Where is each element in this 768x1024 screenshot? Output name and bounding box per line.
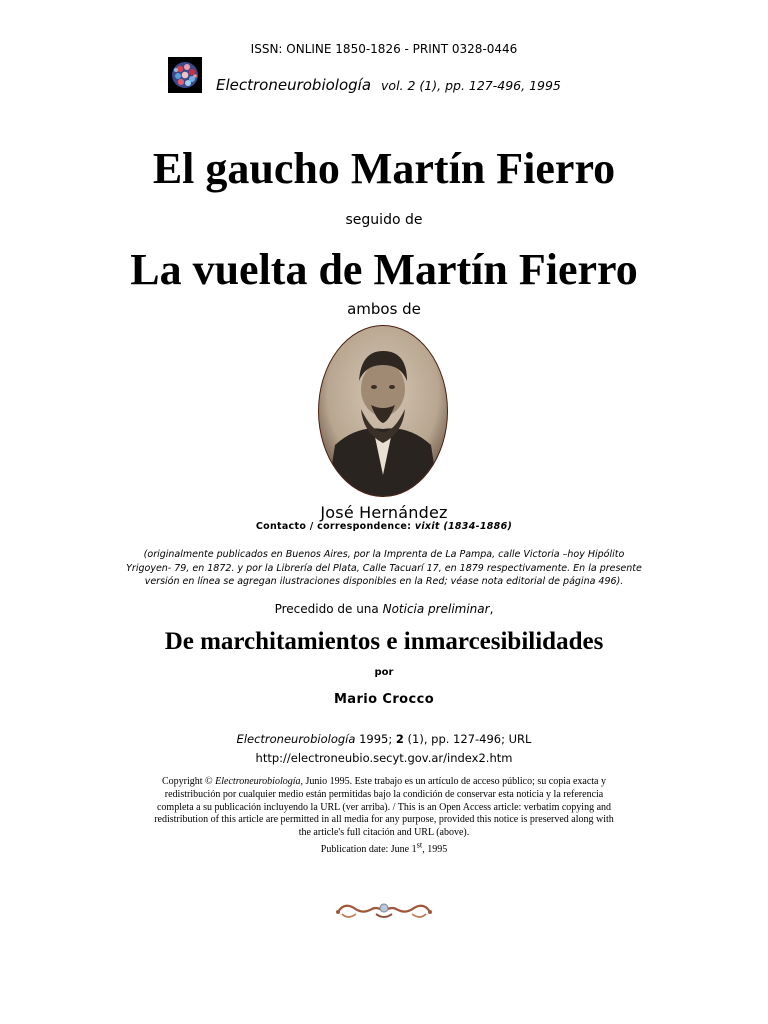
preceded-italic: Noticia preliminar [382,602,490,616]
citation-rest: (1), pp. 127-496; URL [407,732,532,746]
preceded-suffix: , [489,602,494,616]
journal-name: Electroneurobiología [216,76,372,94]
issn-line: ISSN: ONLINE 1850-1826 - PRINT 0328-0446 [250,42,518,56]
contact-value: vixit (1834-1886) [414,521,513,532]
second-title: La vuelta de Martín Fierro [130,245,638,294]
preceded-prefix: Precedido de una [274,602,379,616]
citation-block [0,730,768,768]
seguido-de: seguido de [345,212,423,228]
por-label: por [374,667,394,678]
essay-author: Mario Crocco [333,692,435,707]
ambos-de: ambos de [347,300,421,318]
author-portrait [317,325,449,497]
ornament-divider-icon [334,898,434,922]
contact-label: Contacto / correspondence: [255,521,412,532]
pubdate-suffix: , 1995 [422,844,448,856]
citation-volume: 2 [395,732,404,746]
journal-logo-icon [168,57,202,93]
citation-line [0,730,768,749]
publication-note: (originalmente publicados en Buenos Aires, por la Imprenta de La Pampa, calle Victoria –hoy Hipólito Yrigoyen- 79, en 1872. y por la Librería del Plata, Calle Tacuarí 17, en 1879 respectivamente. En la presente versión en línea se agregan ilustraciones disponibles en la Red; véase nota editorial de página 496). [126,549,642,587]
journal-volume: vol. 2 (1), pp. 127-496, 1995 [381,78,561,93]
journal-line [216,76,561,94]
copyright-text: Junio 1995. Este trabajo es un artículo de acceso público; su copia exacta y redistribución por cualquier medio están permitidas bajo la condición de conservar esta noticia y la referencia completa a su publicación incluyendo la URL (ver arriba). / This is an Open Access article: verbatim copying and redistribution of this article are permitted in all media for any purpose, provided this notice is preserved along with the article's full citación and URL (above). [154,776,614,839]
citation-year: 1995; [359,732,393,746]
pubdate-sup: st [416,840,423,850]
copyright-notice [148,776,620,857]
author-name: José Hernández [320,503,448,522]
author-contact [0,521,768,532]
copyright-journal: Electroneurobiología, [215,776,304,787]
citation-url[interactable]: http://electroneubio.secyt.gov.ar/index2.htm [255,751,513,765]
publication-date [320,840,448,856]
main-title: El gaucho Martín Fierro [152,144,616,193]
citation-journal: Electroneurobiología [236,732,356,746]
essay-title: De marchitamientos e inmarcesibilidades [164,628,604,655]
copyright-prefix: Copyright © [162,776,213,787]
pubdate-prefix: Publication date: June 1 [320,844,417,856]
preceded-line [0,602,768,616]
